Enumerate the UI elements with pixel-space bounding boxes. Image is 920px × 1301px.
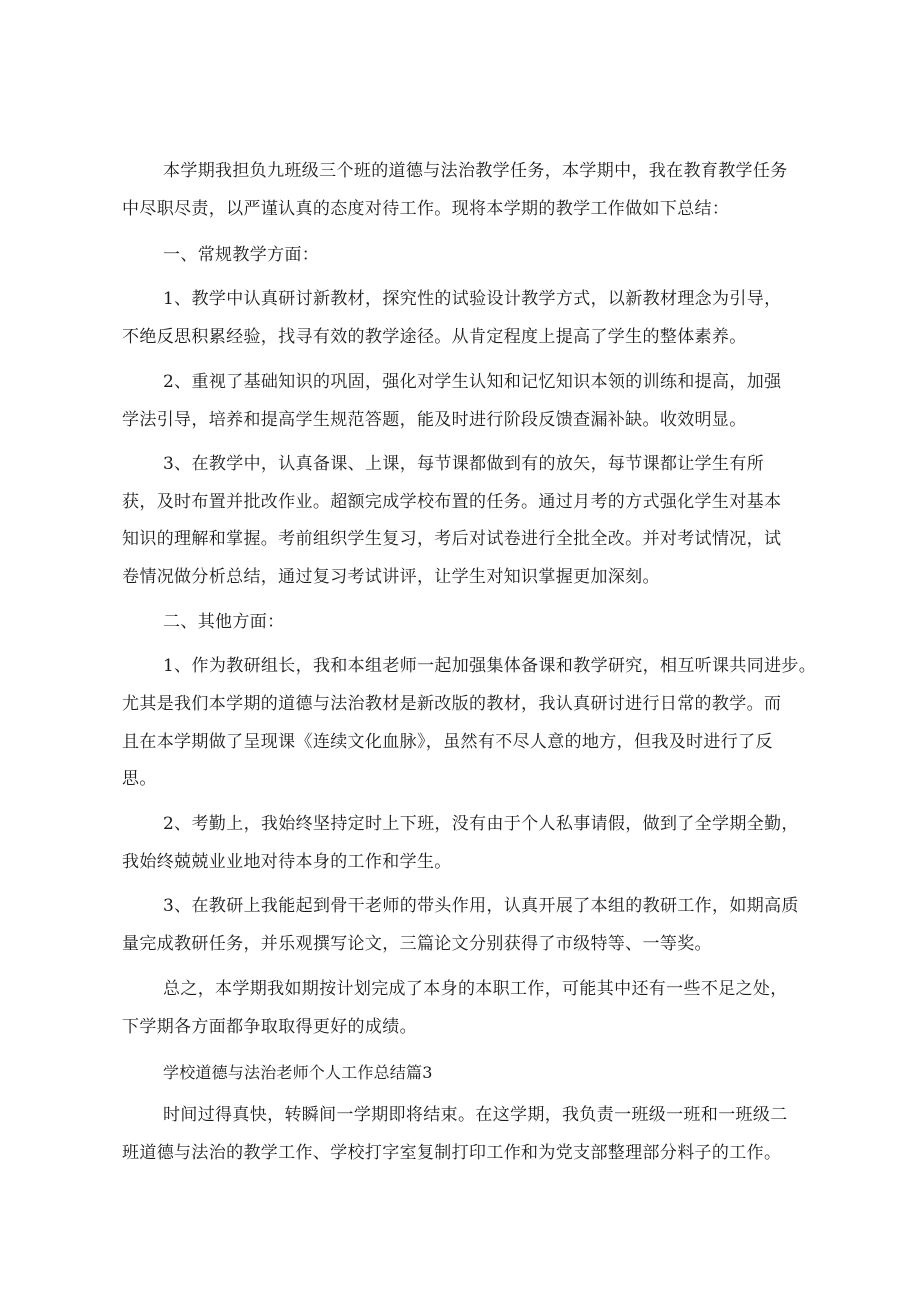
article-3-paragraph-line-2: 班道德与法治的教学工作、学校打字室复制打印工作和为党支部整理部分料子的工作。 (122, 1143, 782, 1163)
routine-item-3-line-2: 获，及时布置并批改作业。超额完成学校布置的任务。通过月考的方式强化学生对基本 (122, 492, 782, 512)
article-3-title: 学校道德与法治老师个人工作总结篇3 (163, 1063, 433, 1082)
intro-paragraph-line-1: 本学期我担负九班级三个班的道德与法治教学任务，本学期中，我在教育教学任务 (163, 161, 788, 181)
routine-item-2-line-1: 2、重视了基础知识的巩固，强化对学生认知和记忆知识本领的训练和提高，加强 (163, 372, 782, 392)
other-item-2-line-2: 我始终兢兢业业地对待本身的工作和学生。 (122, 852, 452, 872)
section-heading-other-aspects: 二、其他方面： (163, 612, 285, 632)
other-item-2-line-1: 2、考勤上，我始终坚持定时上下班，没有由于个人私事请假，做到了全学期全勤， (163, 814, 799, 834)
summary-paragraph-line-1: 总之，本学期我如期按计划完成了本身的本职工作，可能其中还有一些不足之处， (163, 979, 788, 999)
routine-item-2-line-2: 学法引导，培养和提高学生规范答题，能及时进行阶段反馈查漏补缺。收效明显。 (122, 410, 747, 430)
routine-item-1-line-1: 1、教学中认真研讨新教材，探究性的试验设计教学方式，以新教材理念为引导， (163, 289, 782, 309)
routine-item-3-line-4: 卷情况做分析总结，通过复习考试讲评，让学生对知识掌握更加深刻。 (122, 567, 660, 587)
routine-item-3-line-3: 知识的理解和掌握。考前组织学生复习，考后对试卷进行全批全改。并对考试情况，试 (122, 529, 782, 549)
other-item-1-line-4: 思。 (122, 769, 157, 789)
other-item-1-line-2: 尤其是我们本学期的道德与法治教材是新改版的教材，我认真研讨进行日常的教学。而 (122, 694, 782, 714)
routine-item-3-line-1: 3、在教学中，认真备课、上课，每节课都做到有的放矢，每节课都让学生有所 (163, 454, 765, 474)
other-item-1-line-3: 且在本学期做了呈现课《连续文化血脉》，虽然有不尽人意的地方，但我及时进行了反 (122, 732, 773, 752)
other-item-1-line-1: 1、作为教研组长，我和本组老师一起加强集体备课和教学研究，相互听课共同进步。 (163, 656, 817, 676)
summary-paragraph-line-2: 下学期各方面都争取取得更好的成绩。 (122, 1017, 417, 1037)
intro-paragraph-line-2: 中尽职尽责，以严谨认真的态度对待工作。现将本学期的教学工作做如下总结： (122, 199, 730, 219)
routine-item-1-line-2: 不绝反思积累经验，找寻有效的教学途径。从肯定程度上提高了学生的整体素养。 (122, 327, 747, 347)
article-3-paragraph-line-1: 时间过得真快，转瞬间一学期即将结束。在这学期，我负责一班级一班和一班级二 (163, 1105, 788, 1125)
section-heading-routine-teaching: 一、常规教学方面： (163, 245, 320, 265)
other-item-3-line-1: 3、在教研上我能起到骨干老师的带头作用，认真开展了本组的教研工作，如期高质 (163, 896, 799, 916)
other-item-3-line-2: 量完成教研任务，并乐观撰写论文，三篇论文分别获得了市级特等、一等奖。 (122, 934, 712, 954)
